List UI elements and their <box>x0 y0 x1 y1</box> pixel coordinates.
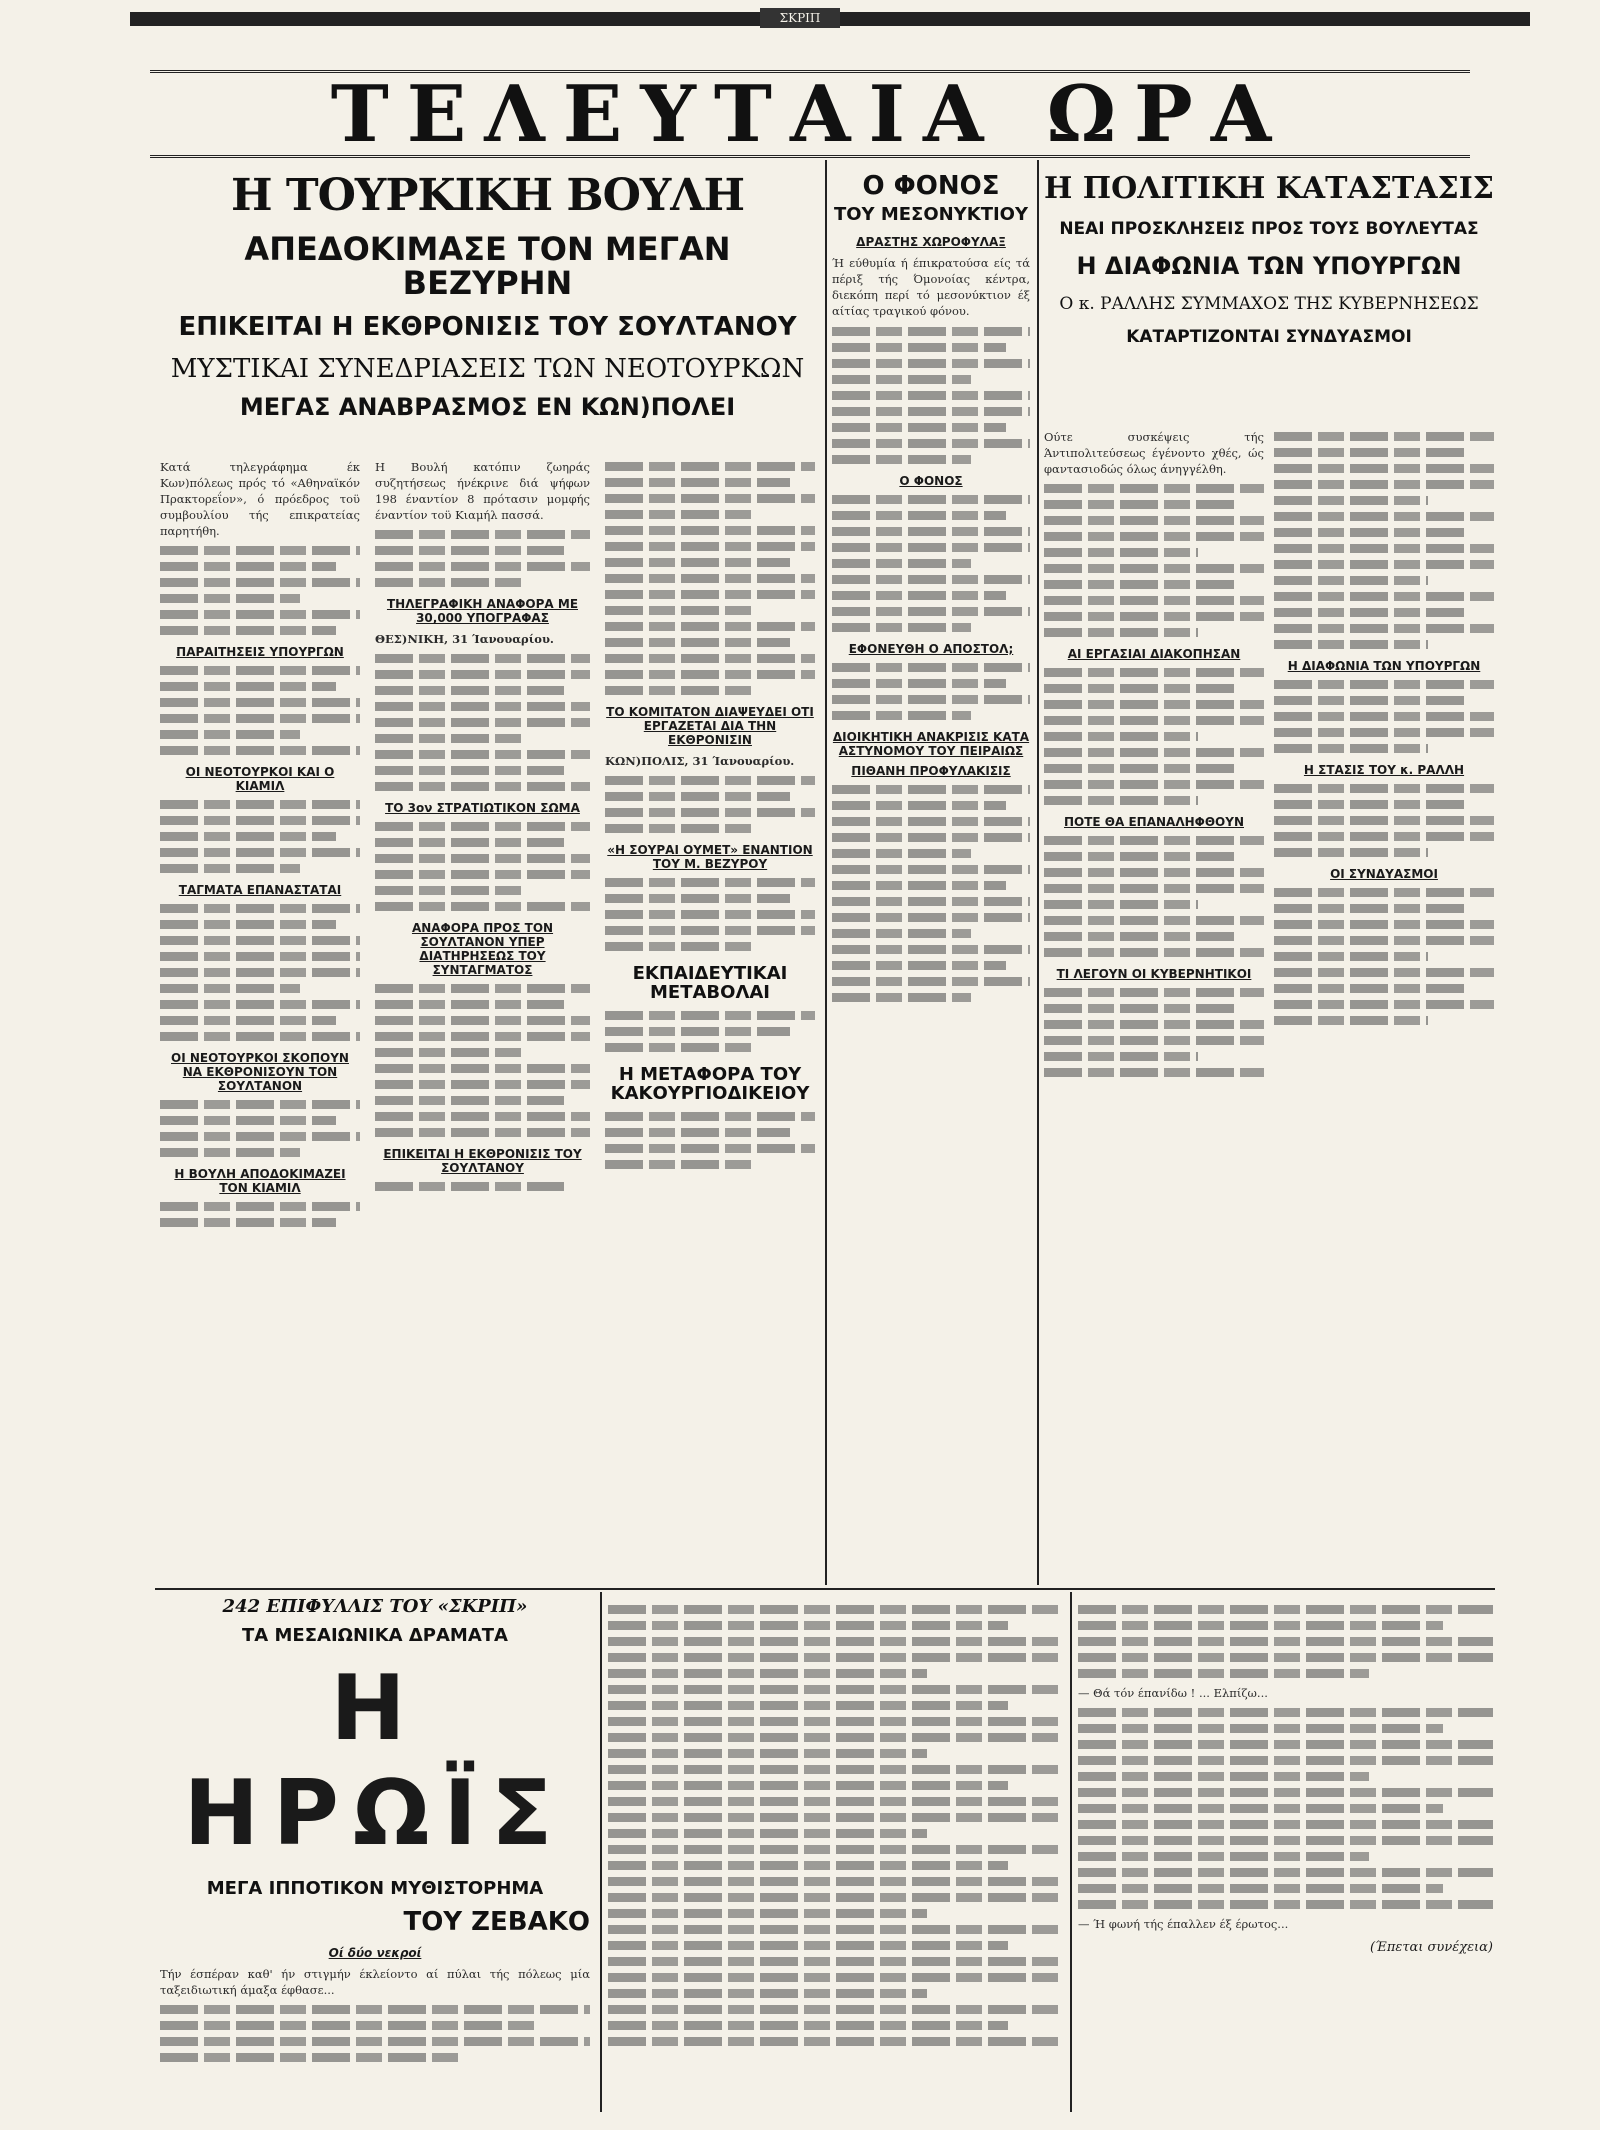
murder-column <box>832 165 1030 1585</box>
serial-kicker: 242 ΕΠΙΦΥΛΛΙΣ ΤΟΥ «ΣΚΡΙΠ» <box>222 1598 528 1617</box>
serial-title: Η ΗΡΩΪΣ <box>183 1655 567 1866</box>
serial-column <box>160 1598 590 2108</box>
headline-political-situation: Η ΠΟΛΙΤΙΚΗ ΚΑΤΑΣΤΑΣΙΣ <box>1044 171 1494 206</box>
sub-work-suspended: ΑΙ ΕΡΓΑΣΙΑΙ ΔΙΑΚΟΠΗΣΑΝ <box>1067 647 1241 662</box>
politics-column-2 <box>1274 425 1494 1585</box>
headline-dethronement: ΕΠΙΚΕΙΤΑΙ Η ΕΚΘΡΟΝΙΣΙΣ ΤΟΥ ΣΟΥΛΤΑΝΟΥ <box>178 312 797 343</box>
sub-petition-sultan: ΑΝΑΦΟΡΑ ΠΡΟΣ ΤΟΝ ΣΟΥΛΤΑΝΟΝ ΥΠΕΡ ΔΙΑΤΗΡΗΣΕΩΣ ΤΟΥ ΣΥΝΤΑΓΜΑΤΟΣ <box>411 921 554 978</box>
banner <box>150 70 1470 158</box>
column-rule <box>600 1592 602 2112</box>
serial-subtitle: ΤΑ ΜΕΣΑΙΩΝΙΚΑ ΔΡΑΜΑΤΑ <box>242 1624 508 1646</box>
sub-dethronement-imminent: ΕΠΙΚΕΙΤΑΙ Η ΕΚΘΡΟΝΙΣΙΣ ΤΟΥ ΣΟΥΛΤΑΝΟΥ <box>383 1147 582 1176</box>
headline-midnight: ΤΟΥ ΜΕΣΟΝΥΚΤΙΟΥ <box>833 204 1029 226</box>
column-rule <box>1037 160 1039 1585</box>
banner-title: ΤΕΛΕΥΤΑΙΑ ΩΡΑ <box>330 68 1290 160</box>
sub-apostol-killed: ΕΦΟΝΕΥΘΗ Ο ΑΠΟΣΤΟΛ; <box>848 641 1014 656</box>
serial-tagline: ΜΕΓΑ ΙΠΠΟΤΙΚΟΝ ΜΥΘΙΣΤΟΡΗΜΑ <box>206 1877 544 1899</box>
headline-turkish-parliament: Η ΤΟΥΡΚΙΚΗ ΒΟΥΛΗ <box>230 170 745 221</box>
headline-murder: Ο ΦΟΝΟΣ <box>862 171 1000 201</box>
serial-author: ΤΟΥ ΖΕΒΑΚΟ <box>403 1906 590 1937</box>
sub-parliament-rejects: Η ΒΟΥΛΗ ΑΠΟΔΟΚΙΜΑΖΕΙ ΤΟΝ ΚΙΑΜΙΛ <box>174 1167 346 1196</box>
column-rule <box>825 160 827 1585</box>
dateline-thessaloniki: ΘΕΣ)ΝΙΚΗ, 31 Ίανουαρίου. <box>375 632 554 647</box>
sub-possible-detention: ΠΙΘΑΝΗ ΠΡΟΦΥΛΑΚΙΣΙΣ <box>851 763 1011 778</box>
politics-column-1 <box>1044 425 1264 1585</box>
serial-continuation-2 <box>1078 1598 1493 2108</box>
headline-secret-meetings: ΜΥΣΤΙΚΑΙ ΣΥΝΕΔΡΙΑΣΕΙΣ ΤΩΝ ΝΕΟΤΟΥΡΚΩΝ <box>170 353 805 384</box>
sub-third-army-corps: ΤΟ 3ον ΣΤΡΑΤΙΩΤΙΚΟΝ ΣΩΜΑ <box>385 801 580 816</box>
headline-grand-vizier: ΑΠΕΔΟΚΙΜΑΣΕ ΤΟΝ ΜΕΓΑΝ ΒΕΖΥΡΗΝ <box>244 230 731 302</box>
sub-the-murder: Ο ΦΟΝΟΣ <box>899 473 963 488</box>
headline-ministers-disagreement: Η ΔΙΑΦΩΝΙΑ ΤΩΝ ΥΠΟΥΡΓΩΝ <box>1076 252 1462 281</box>
sub-culprit-gendarme: ΔΡΑΣΤΗΣ ΧΩΡΟΦΥΛΑΞ <box>856 235 1006 250</box>
politics-lead-text: Ούτε συσκέψεις τής Άντιπολιτεύσεως έγένοντο χθές, ώς φαντασιοδώς όλως άνηγγέλθη. <box>1044 430 1264 477</box>
section-rule <box>155 1588 1495 1590</box>
turkey-column-3 <box>605 455 815 1585</box>
sub-neoturks-aim: ΟΙ ΝΕΟΤΟΥΡΚΟΙ ΣΚΟΠΟΥΝ ΝΑ ΕΚΘΡΟΝΙΣΟΥΝ ΤΟΝ ΣΟΥΛΤΑΝΟΝ <box>171 1051 349 1094</box>
serial-chapter: Οί δύο νεκροί <box>328 1945 422 1960</box>
sub-neoturks-kiamil: ΟΙ ΝΕΟΤΟΥΡΚΟΙ ΚΑΙ Ο ΚΙΑΜΙΛ <box>185 765 335 794</box>
sub-rallis-stance: Η ΣΤΑΣΙΣ ΤΟΥ κ. ΡΑΛΛΗ <box>1303 763 1465 777</box>
serial-text: Τήν έσπέραν καθ' ήν στιγμήν έκλείοντο αί πύλαι τής πόλεως μία ταξειδιωτική άμαξα έφθασε... <box>160 1966 590 1998</box>
sub-coalitions: ΟΙ ΣΥΝΔΥΑΣΜΟΙ <box>1330 867 1438 881</box>
serial-line-2: — Θά τόν έπανίδω ! ... Ελπίζω... <box>1078 1686 1268 1700</box>
sub-shurai-ummet: «Η ΣΟΥΡΑΙ ΟΥΜΕΤ» ΕΝΑΝΤΙΟΝ ΤΟΥ Μ. ΒΕΖΥΡΟΥ <box>607 843 813 872</box>
turkey-headlines <box>160 165 815 445</box>
column-rule <box>1070 1592 1072 2112</box>
sub-resignations: ΠΑΡΑΙΤΗΣΕΙΣ ΥΠΟΥΡΓΩΝ <box>176 645 344 660</box>
headline-education-changes: ΕΚΠΑΙΔΕΥΤΙΚΑΙ ΜΕΤΑΒΟΛΑΙ <box>632 963 788 1003</box>
turkey-column-2 <box>375 455 590 1585</box>
masthead-tag: ΣΚΡΙΠ <box>760 8 840 28</box>
sub-when-resume: ΠΟΤΕ ΘΑ ΕΠΑΝΑΛΗΦΘΟΥΝ <box>1064 815 1244 830</box>
headline-court-transfer: Η ΜΕΤΑΦΟΡΑ ΤΟΥ ΚΑΚΟΥΡΓΙΟΔΙΚΕΙΟΥ <box>610 1063 810 1104</box>
murder-lead-text: Ή εύθυμία ή έπικρατούσα είς τά πέριξ τής Όμονοίας κέντρα, διεκόπη περί τό μεσονύκτιον έξ αίτίας τραγικού φόνου. <box>832 256 1030 319</box>
turkey-column-1 <box>160 455 360 1585</box>
politics-headlines <box>1044 165 1494 415</box>
serial-line-3: — Ή φωνή τής έπαλλεν έξ έρωτος... <box>1078 1917 1289 1932</box>
sub-telegraphic-petition: ΤΗΛΕΓΡΑΦΙΚΗ ΑΝΑΦΟΡΑ ΜΕ 30,000 ΥΠΟΓΡΑΦΑΣ <box>386 597 579 626</box>
sub-administrative-inquiry: ΔΙΟΙΚΗΤΙΚΗ ΑΝΑΚΡΙΣΙΣ ΚΑΤΑ ΑΣΤΥΝΟΜΟΥ ΤΟΥ ΠΕΙΡΑΙΩΣ <box>832 729 1030 758</box>
sub-committee-denies: ΤΟ ΚΟΜΙΤΑΤΟΝ ΔΙΑΨΕΥΔΕΙ ΟΤΙ ΕΡΓΑΖΕΤΑΙ ΔΙΑ ΤΗΝ ΕΚΘΡΟΝΙΣΙΝ <box>606 705 814 747</box>
dateline-constantinople: ΚΩΝ)ΠΟΛΙΣ, 31 Ίανουαρίου. <box>605 754 795 768</box>
sub-revolting-battalions: ΤΑΓΜΑΤΑ ΕΠΑΝΑΣΤΑΤΑΙ <box>178 883 342 898</box>
headline-rallis-ally: Ο κ. ΡΑΛΛΗΣ ΣΥΜΜΑΧΟΣ ΤΗΣ ΚΥΒΕΡΝΗΣΕΩΣ <box>1059 293 1479 314</box>
serial-continuation-1 <box>608 1598 1063 2108</box>
headline-agitation: ΜΕΓΑΣ ΑΝΑΒΡΑΣΜΟΣ ΕΝ ΚΩΝ)ΠΟΛΕΙ <box>239 392 736 421</box>
turkey-vote-text: Η Βουλή κατόπιν ζωηράς συζητήσεως ήνέκρινε διά ψήφων 198 έναντίον 8 πρότασιν μομφής έναντίον τοϋ Κιαμήλ πασσά. <box>375 460 590 523</box>
sub-ministers-disagreement: Η ΔΙΑΦΩΝΙΑ ΤΩΝ ΥΠΟΥΡΓΩΝ <box>1287 659 1481 673</box>
headline-coalitions: ΚΑΤΑΡΤΙΖΟΝΤΑΙ ΣΥΝΔΥΑΣΜΟΙ <box>1126 327 1412 348</box>
serial-continued: (Έπεται συνέχεια) <box>1370 1940 1493 1956</box>
turkey-lead-text: Κατά τηλεγράφημα έκ Κων)πόλεως πρός τό «Αθηναϊκόν Πρακτορεΐον», ό πρόεδρος τοϋ συμβουλίου τής επικρατείας παρητήθη. <box>160 460 360 539</box>
sub-government-side: ΤΙ ΛΕΓΟΥΝ ΟΙ ΚΥΒΕΡΝΗΤΙΚΟΙ <box>1056 967 1252 982</box>
headline-new-invitations: ΝΕΑΙ ΠΡΟΣΚΛΗΣΕΙΣ ΠΡΟΣ ΤΟΥΣ ΒΟΥΛΕΥΤΑΣ <box>1059 218 1479 239</box>
